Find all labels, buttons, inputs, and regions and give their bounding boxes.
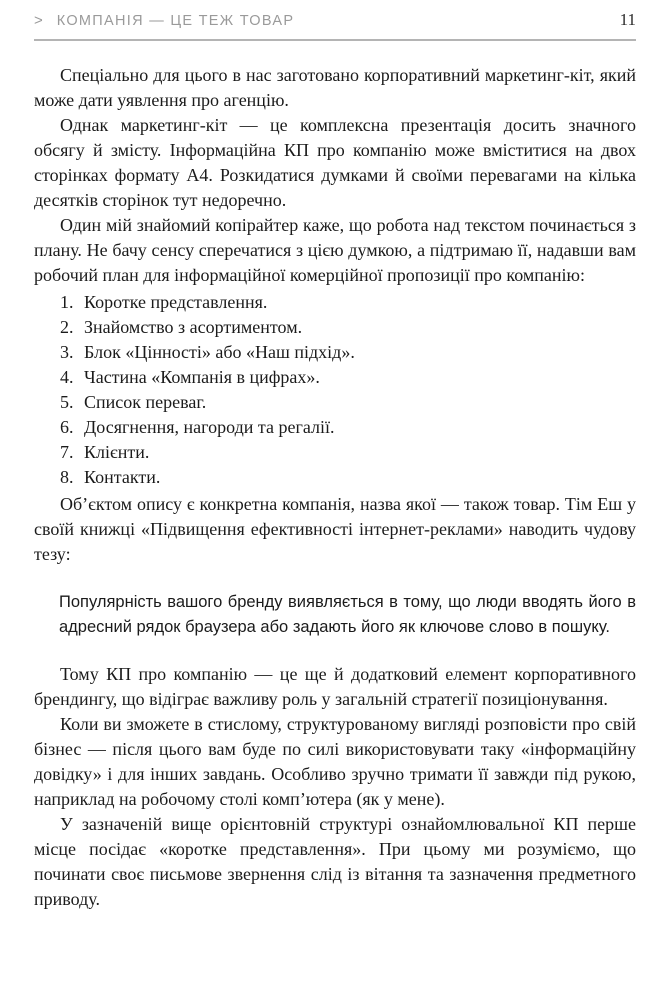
list-item: 1. Коротке представлення.: [78, 290, 636, 315]
chevron-right-icon: >: [34, 12, 43, 29]
paragraph: Тому КП про компанію — це ще й додатковий елемент корпоративного брендингу, що відіграє важливу роль у загальній стратегії позиціонування.: [34, 664, 636, 709]
paragraph: Однак маркетинг-кіт — це комплексна презентація досить значного обсягу й змісту. Інформаційна КП про компанію може вміститися на двох сторінках формату А4. Розкидатися думками й своїми перевагами на кілька десятків сторінок тут недоречно.: [34, 115, 636, 210]
plan-list: [34, 290, 636, 490]
paragraph: У зазначеній вище орієнтовній структурі ознайомлювальної КП перше місце посідає «коротке представлення». При цьому ми розуміємо, що починати своє письмове звернення слід із вітання та зазначення предметного приводу.: [34, 814, 636, 909]
quote-block: Популярність вашого бренду виявляється в тому, що люди вводять його в адресний рядок браузера або задають його як ключове слово в пошуку.: [59, 593, 636, 636]
paragraph: Спеціально для цього в нас заготовано корпоративний маркетинг-кіт, який може дати уявлення про агенцію.: [34, 65, 636, 110]
list-item: 4. Частина «Компанія в цифрах».: [78, 365, 636, 390]
list-item: 8. Контакти.: [78, 465, 636, 490]
page-number: 11: [619, 10, 636, 29]
paragraph: Коли ви зможете в стислому, структурованому вигляді розповісти про свій бізнес — після цього вам буде по силі використовувати таку «інформаційну довідку» і для інших завдань. Особливо зручно тримати її завжди під рукою, наприклад на робочому столі комп’ютера (як у мене).: [34, 714, 636, 809]
page-body: [34, 63, 636, 912]
list-item: 3. Блок «Цінності» або «Наш підхід».: [78, 340, 636, 365]
list-item: 5. Список переваг.: [78, 390, 636, 415]
list-item: 6. Досягнення, нагороди та регалії.: [78, 415, 636, 440]
list-item: 2. Знайомство з асортиментом.: [78, 315, 636, 340]
paragraph: Об’єктом опису є конкретна компанія, назва якої — також товар. Тім Еш у своїй книжці «Підвищення ефективності інтернет-реклами» наводить чудову тезу:: [34, 494, 636, 564]
chapter-title: КОМПАНІЯ — ЦЕ ТЕЖ ТОВАР: [56, 13, 295, 29]
paragraph: Один мій знайомий копірайтер каже, що робота над текстом починається з плану. Не бачу сенсу сперечатися з цією думкою, а підтримаю її, надавши вам робочий план для інформаційної комерційної пропозиції про компанію:: [34, 215, 636, 285]
page-header: [34, 10, 636, 41]
list-item: 7. Клієнти.: [78, 440, 636, 465]
